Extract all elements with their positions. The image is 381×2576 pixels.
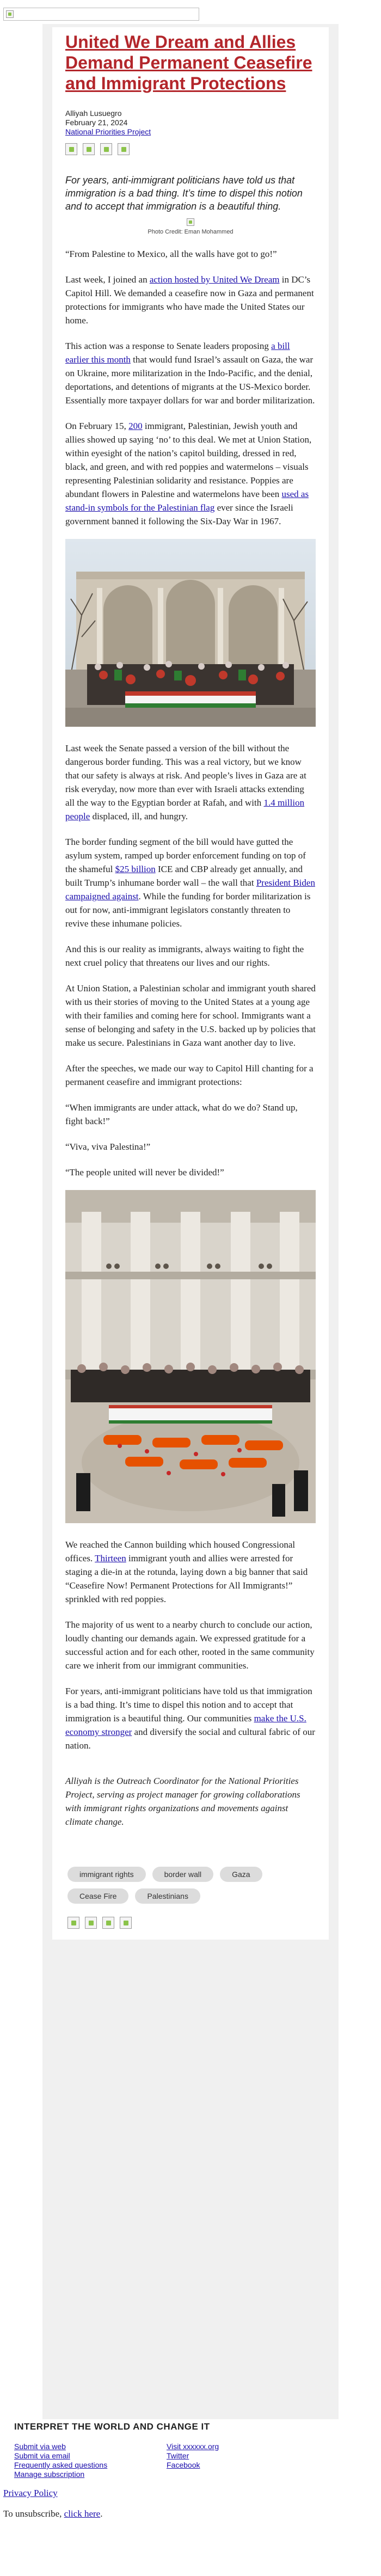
link-25-billion[interactable]: $25 billion — [115, 864, 156, 874]
footer-col-right — [167, 2442, 319, 2479]
footer — [14, 2421, 319, 2479]
link-action-hosted[interactable]: action hosted by United We Dream — [149, 274, 280, 285]
link-watermelon-symbol[interactable]: used as stand-in symbols for the Palestinian flag — [65, 489, 309, 513]
rotunda-photo-graphic — [65, 1190, 316, 1523]
paragraph-6: The border funding segment of the bill would have gutted the asylum system, ramped up border enforcement funding on top of the shameful $25 billion ICE and CBP already get annually, and built Trump’s inhumane border wall – the wall that President Biden campaigned against. While the funding for border militarization is out for now, anti-immigrant legislators constantly threaten to revive these inhumane policies. — [65, 837, 315, 929]
footer-link-submit-web[interactable]: Submit via web — [14, 2442, 66, 2451]
credit-image-icon — [187, 218, 194, 226]
paragraph-8: At Union Station, a Palestinian scholar and immigrant youth shared with us their stories of moving to the United States at a young age with their families and coming here for school. Immigrants want a sense of belonging and safety in the U.S. backed up by policies that make us secure. Palestinians in Gaza want another day to live. — [65, 983, 316, 1048]
broken-image-icon — [6, 10, 14, 18]
org-link[interactable]: National Priorities Project — [65, 127, 151, 136]
chant-1: “When immigrants are under attack, what do we do? Stand up, fight back!” — [65, 1102, 298, 1126]
footer-link-twitter[interactable]: Twitter — [167, 2451, 189, 2460]
tag-palestinians[interactable]: Palestinians — [135, 1888, 200, 1904]
paragraph-12: For years, anti-immigrant politicians have told us that immigration is a bad thing. It’s time to dispel this notion and to accept that immigration is a beautiful thing. Our communities make the U.S. economy stronger and diversify the social and cultural fabric of our nation. — [65, 1686, 315, 1751]
footer-link-manage-subscription[interactable]: Manage subscription — [14, 2470, 85, 2479]
footer-heading: INTERPRET THE WORLD AND CHANGE IT — [14, 2421, 210, 2432]
chant-2: “Viva, viva Palestina!” — [65, 1142, 151, 1152]
share-facebook-icon[interactable] — [65, 143, 77, 155]
privacy-policy-link[interactable]: Privacy Policy — [3, 2488, 58, 2498]
tag-list — [52, 1867, 329, 1904]
footer-link-faq[interactable]: Frequently asked questions — [14, 2461, 108, 2469]
share-twitter-icon[interactable] — [83, 143, 95, 155]
article-card — [52, 27, 329, 1940]
tag-immigrant-rights[interactable]: immigrant rights — [67, 1867, 146, 1882]
footer-link-facebook[interactable]: Facebook — [167, 2461, 200, 2469]
photo-credit: Photo Credit: Eman Mohammed — [148, 229, 233, 235]
tag-border-wall[interactable]: border wall — [152, 1867, 213, 1882]
paragraph-1: “From Palestine to Mexico, all the walls have got to go!” — [65, 249, 277, 259]
header-image-placeholder — [3, 8, 199, 21]
author-name: Alliyah Lusuegro — [65, 109, 122, 118]
tag-gaza[interactable]: Gaza — [220, 1867, 262, 1882]
author-bio: Alliyah is the Outreach Coordinator for the National Priorities Project, serving as project manager for growing collaborations with immigrant rights organizations and movements against climate change. — [65, 1776, 300, 1827]
photo-union-station — [65, 539, 316, 729]
paragraph-2: Last week, I joined an action hosted by United We Dream in DC’s Capitol Hill. We demanded a ceasefire now in Gaza and permanent protections for immigrants who have made the United States our home. — [65, 274, 314, 326]
paragraph-5: Last week the Senate passed a version of the bill without the dangerous border funding. This was a real victory, but we know that our safety is always at risk. And people’s lives in Gaza are at risk everyday, now more than ever with Israeli attacks extending all the way to the Egyptian border at Rafah, and with 1.4 million people displaced, ill, and hungry. — [65, 743, 306, 821]
share-link-icon[interactable] — [120, 1917, 132, 1929]
paragraph-3: This action was a response to Senate leaders proposing a bill earlier this month that would fund Israel’s assault on Gaza, the war on Ukraine, more militarization in the Indo-Pacific, and the denial, deportations, and detentions of migrants at the US-Mexico border. Essentially more taxpayer dollars for war and border militarization. — [65, 341, 315, 406]
link-200[interactable]: 200 — [128, 421, 143, 431]
share-icons-bottom — [52, 1917, 329, 1929]
unsubscribe-link[interactable]: click here — [64, 2508, 101, 2519]
publish-date: February 21, 2024 — [65, 118, 128, 127]
article-title[interactable]: United We Dream and Allies Demand Permanent Ceasefire and Immigrant Protections — [65, 32, 312, 93]
link-thirteen[interactable]: Thirteen — [95, 1553, 126, 1563]
share-link-icon[interactable] — [118, 143, 130, 155]
paragraph-7: And this is our reality as immigrants, always waiting to fight the next cruel policy that threatens our lives and our rights. — [65, 944, 304, 968]
link-biden-campaigned[interactable]: President Biden campaigned against — [65, 878, 315, 901]
unsubscribe-line: To unsubscribe, click here. — [3, 2508, 103, 2519]
share-twitter-icon[interactable] — [85, 1917, 97, 1929]
footer-col-left — [14, 2442, 167, 2479]
share-icons — [65, 143, 316, 155]
chant-3: “The people united will never be divided!” — [65, 1167, 224, 1177]
link-1-4-million[interactable]: 1.4 million people — [65, 798, 305, 821]
paragraph-4: On February 15, 200 immigrant, Palestinian, Jewish youth and allies showed up saying ‘no’ to this deal. We met at Union Station, within eyesight of the nation’s capitol building, dressed in red, black, and green, and with red poppies and watermelons – visuals representing Palestinian solidarity and resistance. Poppies are abundant flowers in Palestine and watermelons have been used as stand-in symbols for the Palestinian flag ever since the Israeli government banned it following the Six-Day War in 1967. — [65, 421, 312, 526]
byline — [65, 109, 316, 137]
share-email-icon[interactable] — [100, 143, 112, 155]
paragraph-10: We reached the Cannon building which housed Congressional offices. Thirteen immigrant youth and allies were arrested for staging a die-in at the rotunda, laying down a big banner that said “Ceasefire Now! Permanent Protections for All Immigrants!” sprinkled with red poppies. — [65, 1540, 308, 1604]
union-station-photo-graphic — [65, 539, 316, 727]
link-economy-stronger[interactable]: make the U.S. economy stronger — [65, 1713, 306, 1737]
paragraph-11: The majority of us went to a nearby church to conclude our action, loudly chanting our demands again. We expressed gratitude for a successful action and for each other, rooted in the same community care we inherit from our immigrant communities. — [65, 1620, 315, 1671]
footer-link-submit-email[interactable]: Submit via email — [14, 2451, 70, 2460]
share-facebook-icon[interactable] — [67, 1917, 79, 1929]
paragraph-9: After the speeches, we made our way to Capitol Hill chanting for a permanent ceasefire and immigrant protections: — [65, 1063, 314, 1087]
bottom-links — [3, 2487, 102, 2520]
tag-cease-fire[interactable]: Cease Fire — [67, 1888, 128, 1904]
pull-quote: For years, anti-immigrant politicians have told us that immigration is a bad thing. It’s time to dispel this notion and to accept that immigration is a beautiful thing. — [65, 175, 303, 212]
link-bill[interactable]: a bill earlier this month — [65, 341, 290, 365]
email-background — [42, 24, 339, 2419]
share-email-icon[interactable] — [102, 1917, 114, 1929]
footer-link-visit-site[interactable]: Visit xxxxxx.org — [167, 2442, 219, 2451]
photo-rotunda-die-in — [65, 1190, 316, 1526]
